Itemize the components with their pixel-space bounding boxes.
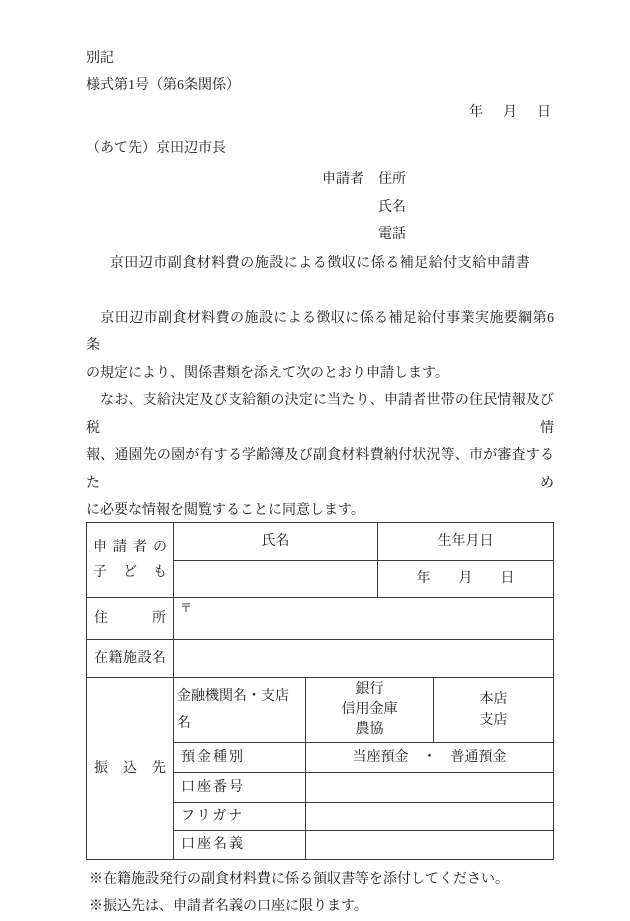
remark-label: 別記	[86, 51, 114, 66]
applicant-fields	[378, 166, 406, 249]
body-paragraphs	[86, 305, 554, 525]
child-label-cell	[87, 522, 174, 597]
transfer-label-cell: 振込先	[87, 677, 174, 859]
furigana-label-cell: フリガナ	[174, 802, 306, 830]
applicant-address-label: 住所	[378, 172, 406, 187]
furigana-input-cell	[306, 802, 554, 830]
applicant-label: 申請者	[322, 172, 364, 187]
facility-label-cell: 在籍施設名	[87, 639, 174, 677]
body-line: に必要な情報を閲覧することに同意します。	[86, 503, 365, 518]
bank-type-option: 銀行	[355, 681, 384, 697]
body-line: 報、通園先の園が有する学齢簿及び副食材料費納付状況等、市が審査するため	[86, 448, 554, 491]
applicant-phone-label: 電話	[378, 227, 406, 242]
table-row	[87, 639, 554, 677]
addressee-line: （あて先）京田辺市長	[86, 141, 226, 156]
application-table	[86, 522, 554, 678]
applicant-name-label: 氏名	[378, 199, 406, 215]
child-label-line1: 申請者の	[93, 539, 167, 555]
facility-input-cell	[174, 639, 554, 677]
branch-type-cell	[434, 677, 554, 742]
address-input-cell	[174, 597, 554, 639]
account-number-label-cell: 口座番号	[174, 772, 306, 802]
body-line: の規定により、関係書類を添えて次のとおり申請します。	[86, 365, 449, 381]
transfer-table	[86, 677, 554, 860]
deposit-label-cell: 預金種別	[174, 742, 306, 772]
table-row	[87, 597, 554, 639]
body-line: なお、支給決定及び支給額の決定に当たり、申請者世帯の住民情報及び税情	[86, 393, 554, 436]
birth-input-cell: 年 月 日	[378, 560, 554, 597]
postal-mark: 〒	[180, 600, 193, 615]
applicant-block	[322, 166, 554, 249]
birth-header-cell: 生年月日	[378, 522, 554, 560]
address-label-cell: 住所	[87, 597, 174, 639]
account-number-input-cell	[306, 772, 554, 802]
date-line: 年 月 日	[469, 105, 554, 120]
bank-label-cell: 金融機関名・支店名	[174, 677, 306, 742]
account-name-label-cell: 口座名義	[174, 830, 306, 859]
note-line: ※振込先は、申請者名義の口座に限ります。	[89, 899, 368, 914]
branch-type-option: 支店	[479, 712, 508, 728]
bank-type-option: 信用金庫	[341, 701, 398, 717]
child-label-line2: 子ども	[93, 564, 167, 580]
bank-type-option: 農協	[355, 721, 384, 737]
form-number: 様式第1号（第6条関係）	[86, 78, 240, 93]
body-line: 京田辺市副食材料費の施設による徴収に係る補足給付事業実施要綱第6条	[86, 310, 554, 353]
account-name-input-cell	[306, 830, 554, 859]
table-row	[87, 677, 554, 742]
name-header-cell: 氏名	[174, 522, 378, 560]
deposit-options-cell: 当座預金 ・ 普通預金	[306, 742, 554, 772]
branch-type-option: 本店	[479, 691, 508, 707]
name-input-cell	[174, 560, 378, 597]
note-line: ※在籍施設発行の副食材料費に係る領収書等を添付してください。	[89, 871, 509, 887]
table-row	[87, 522, 554, 560]
document-title: 京田辺市副食材料費の施設による徴収に係る補足給付支給申請書	[109, 255, 531, 271]
bank-type-cell	[306, 677, 434, 742]
notes	[89, 866, 554, 921]
